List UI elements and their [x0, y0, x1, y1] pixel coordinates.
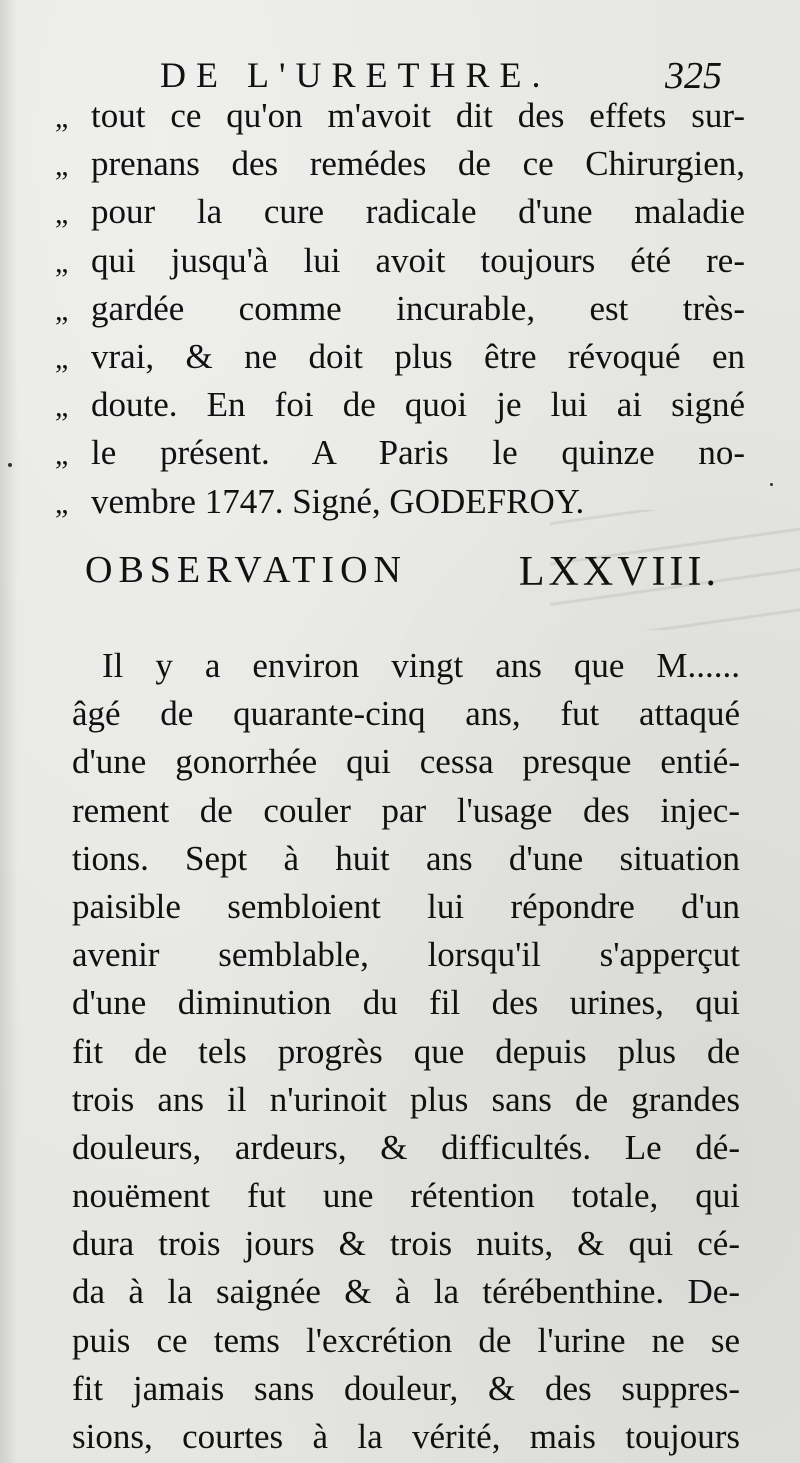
line-text: pour la cure radicale d'une maladie [91, 192, 745, 232]
page-number: 325 [665, 55, 722, 97]
quote-mark: „ [55, 486, 69, 520]
quote-mark: „ [55, 390, 69, 424]
quote-mark: „ [55, 438, 69, 472]
text-line: paisible sembloient lui répondre d'un [72, 886, 740, 926]
text-line: sions, courtes à la vérité, mais toujours [72, 1417, 740, 1456]
line-text: prenans des remédes de ce Chirurgien, [91, 144, 745, 184]
line-text: vrai, & ne doit plus être révoqué en [91, 336, 745, 376]
quote-mark: „ [55, 293, 69, 327]
text-line: rement de couler par l'usage des injec- [72, 790, 740, 830]
line-text: doute. En foi de quoi je lui ai signé [91, 385, 745, 425]
text-line [55, 478, 745, 526]
text-line: trois ans il n'urinoit plus sans de grandes [72, 1079, 740, 1119]
text-line: fit de tels progrès que depuis plus de [72, 1031, 740, 1071]
line-text: le présent. A Paris le quinze no- [91, 433, 745, 473]
observation-body [72, 642, 740, 1461]
text-line [55, 92, 745, 140]
text-line: avenir semblable, lorsqu'il s'apperçut [72, 935, 740, 975]
heading-number: LXXVIII. [518, 549, 720, 595]
text-line: Il y a environ vingt ans que M...... [102, 646, 740, 685]
heading-word: OBSERVATION [85, 549, 407, 591]
certificate-text [55, 92, 745, 526]
text-line: d'une gonorrhée qui cessa presque entié- [72, 742, 740, 782]
paper-speck [770, 483, 773, 486]
quote-mark: „ [55, 101, 69, 134]
text-line: douleurs, ardeurs, & difficultés. Le dé- [72, 1127, 740, 1167]
text-line [55, 333, 745, 381]
text-line: nouëment fut une rétention totale, qui [72, 1176, 740, 1216]
text-line [55, 188, 745, 236]
text-line [55, 237, 745, 285]
line-text: gardée comme incurable, est très- [91, 288, 745, 328]
text-line: âgé de quarante-cinq ans, fut attaqué [72, 694, 740, 734]
quote-mark: „ [55, 197, 69, 231]
running-title: DE L'URETHRE. [160, 55, 551, 95]
paper-speck [8, 463, 12, 467]
text-line [55, 429, 745, 477]
quote-mark: „ [55, 341, 69, 375]
quote-mark: „ [55, 245, 69, 279]
text-line: puis ce tems l'excrétion de l'urine ne se [72, 1320, 740, 1360]
observation-heading [85, 548, 720, 596]
text-line: d'une diminution du fil des urines, qui [72, 983, 740, 1023]
text-line: tions. Sept à huit ans d'une situation [72, 838, 740, 878]
text-line: da à la saignée & à la térébenthine. De- [72, 1272, 740, 1312]
text-line [55, 285, 745, 333]
line-text: tout ce qu'on m'avoit dit des effets sur- [91, 96, 745, 135]
line-text: qui jusqu'à lui avoit toujours été re- [91, 240, 745, 280]
text-line: fit jamais sans douleur, & des suppres- [72, 1368, 740, 1408]
quote-mark: „ [55, 149, 69, 183]
text-line [55, 140, 745, 188]
line-text: vembre 1747. Signé, GODEFROY. [91, 481, 585, 521]
text-line [55, 381, 745, 429]
gutter-shadow [0, 0, 18, 1463]
text-line: dura trois jours & trois nuits, & qui cé- [72, 1224, 740, 1264]
